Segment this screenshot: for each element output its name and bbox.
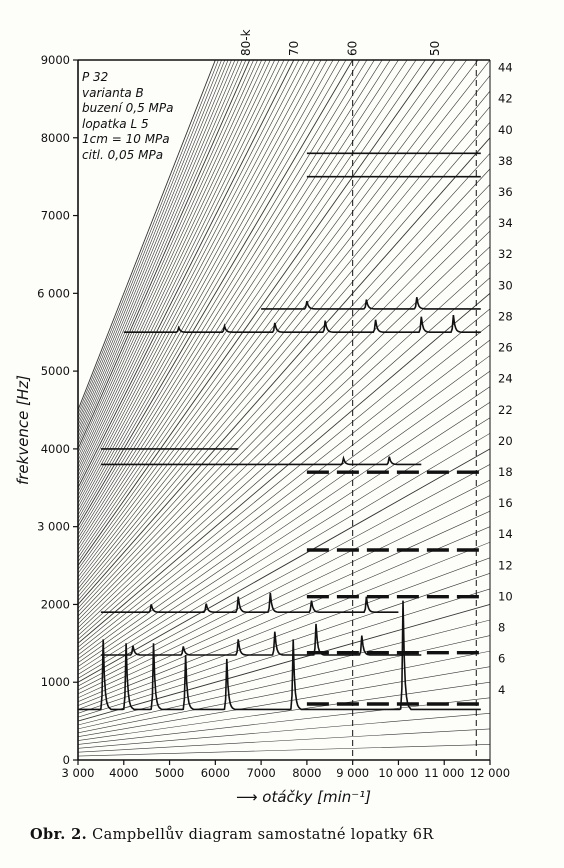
x-tick-label: 3 000 [61,766,95,780]
y-tick-label: 8000 [40,130,70,145]
note-line: varianta B [82,85,144,100]
order-label: 6 [498,651,506,666]
order-line [78,0,490,453]
top-order-label: 60 [345,40,360,56]
y-tick-label: 4000 [40,441,70,456]
note-line: citl. 0,05 MPa [82,147,164,162]
x-tick-label: 7000 [246,766,276,780]
order-label: 10 [498,589,513,604]
order-label: 36 [498,185,513,199]
y-axis-label-container [8,300,38,560]
x-tick-label: 6000 [200,766,230,780]
x-tick-label: 8000 [292,766,322,780]
order-line [78,651,490,733]
order-line [78,0,490,422]
top-order-label: 50 [428,40,443,56]
order-line [78,0,490,445]
order-line [78,107,490,597]
order-line [78,0,490,433]
order-label: 18 [498,465,513,479]
note-line: P 32 [82,70,109,84]
top-order-label: 70 [286,40,301,56]
test-conditions-notes [82,70,174,163]
y-axis-label: frekvence [Hz] [14,374,32,486]
response-trace [101,624,421,655]
order-label: 28 [498,309,513,324]
order-line [78,558,490,710]
x-axis-arrow-icon: ⟶ [236,788,263,806]
y-tick-label: 6 000 [37,286,70,301]
order-label: 22 [498,402,513,417]
order-label: 42 [498,91,513,106]
y-tick-label: 7000 [40,208,70,223]
order-label: 8 [498,620,506,635]
x-tick-label: 5000 [154,766,185,780]
response-trace [261,297,481,309]
x-tick-label: 4000 [109,766,139,780]
order-line [78,667,490,737]
order-line [78,527,490,702]
order-line [78,0,490,418]
y-tick-label: 1000 [40,675,70,690]
order-line [78,713,490,748]
order-line [78,231,490,628]
order-line [78,729,490,752]
order-label: 30 [498,278,513,293]
note-line: lopatka L 5 [82,116,149,131]
order-line [78,293,490,643]
order-line [78,682,490,740]
order-line [78,356,490,659]
x-tick-label: 11 000 [424,766,465,780]
order-line [78,636,490,729]
order-line [78,573,490,713]
y-tick-label: 3 000 [37,519,70,534]
order-label: 14 [498,527,513,542]
x-axis-label-text: otáčky [min⁻¹] [262,788,372,806]
order-line [78,387,490,667]
order-label: 20 [498,433,513,448]
order-line [78,542,490,705]
x-axis-label [236,788,371,806]
note-line: buzení 0,5 MPa [82,101,174,115]
order-line [78,324,490,651]
order-label: 32 [498,247,513,262]
order-label: 16 [498,496,513,511]
order-label: 24 [498,371,513,386]
order-label: 40 [498,122,513,137]
order-line [78,496,490,694]
order-line [78,744,490,756]
y-tick-label: 0 [62,753,70,767]
order-line [78,216,490,624]
y-tick-label: 2000 [40,597,70,612]
order-label: 44 [498,60,513,75]
order-line [78,0,490,441]
x-tick-label: 10 000 [378,766,419,780]
order-label: 4 [498,682,506,697]
order-label: 34 [498,216,513,231]
order-line [78,122,490,600]
order-label: 38 [498,153,513,168]
y-tick-label: 5000 [40,364,70,379]
caption-text: Campbellův diagram samostatné lopatky 6R [92,827,434,843]
order-line [78,511,490,698]
order-label: 12 [498,558,513,573]
x-tick-label: 12 000 [469,766,511,780]
order-label: 26 [498,340,513,355]
x-tick-label: 9 000 [336,766,370,780]
note-line: 1cm = 10 MPa [82,132,170,146]
figure-caption [30,826,434,843]
order-line [78,153,490,608]
order-line [78,247,490,632]
y-tick-label: 9000 [40,53,70,67]
caption-prefix: Obr. 2. [30,826,88,843]
order-line [78,371,490,663]
order-line [78,402,490,670]
top-order-label: 80-k [238,29,253,56]
order-line [78,433,490,678]
natural-frequency-lines [307,472,486,704]
